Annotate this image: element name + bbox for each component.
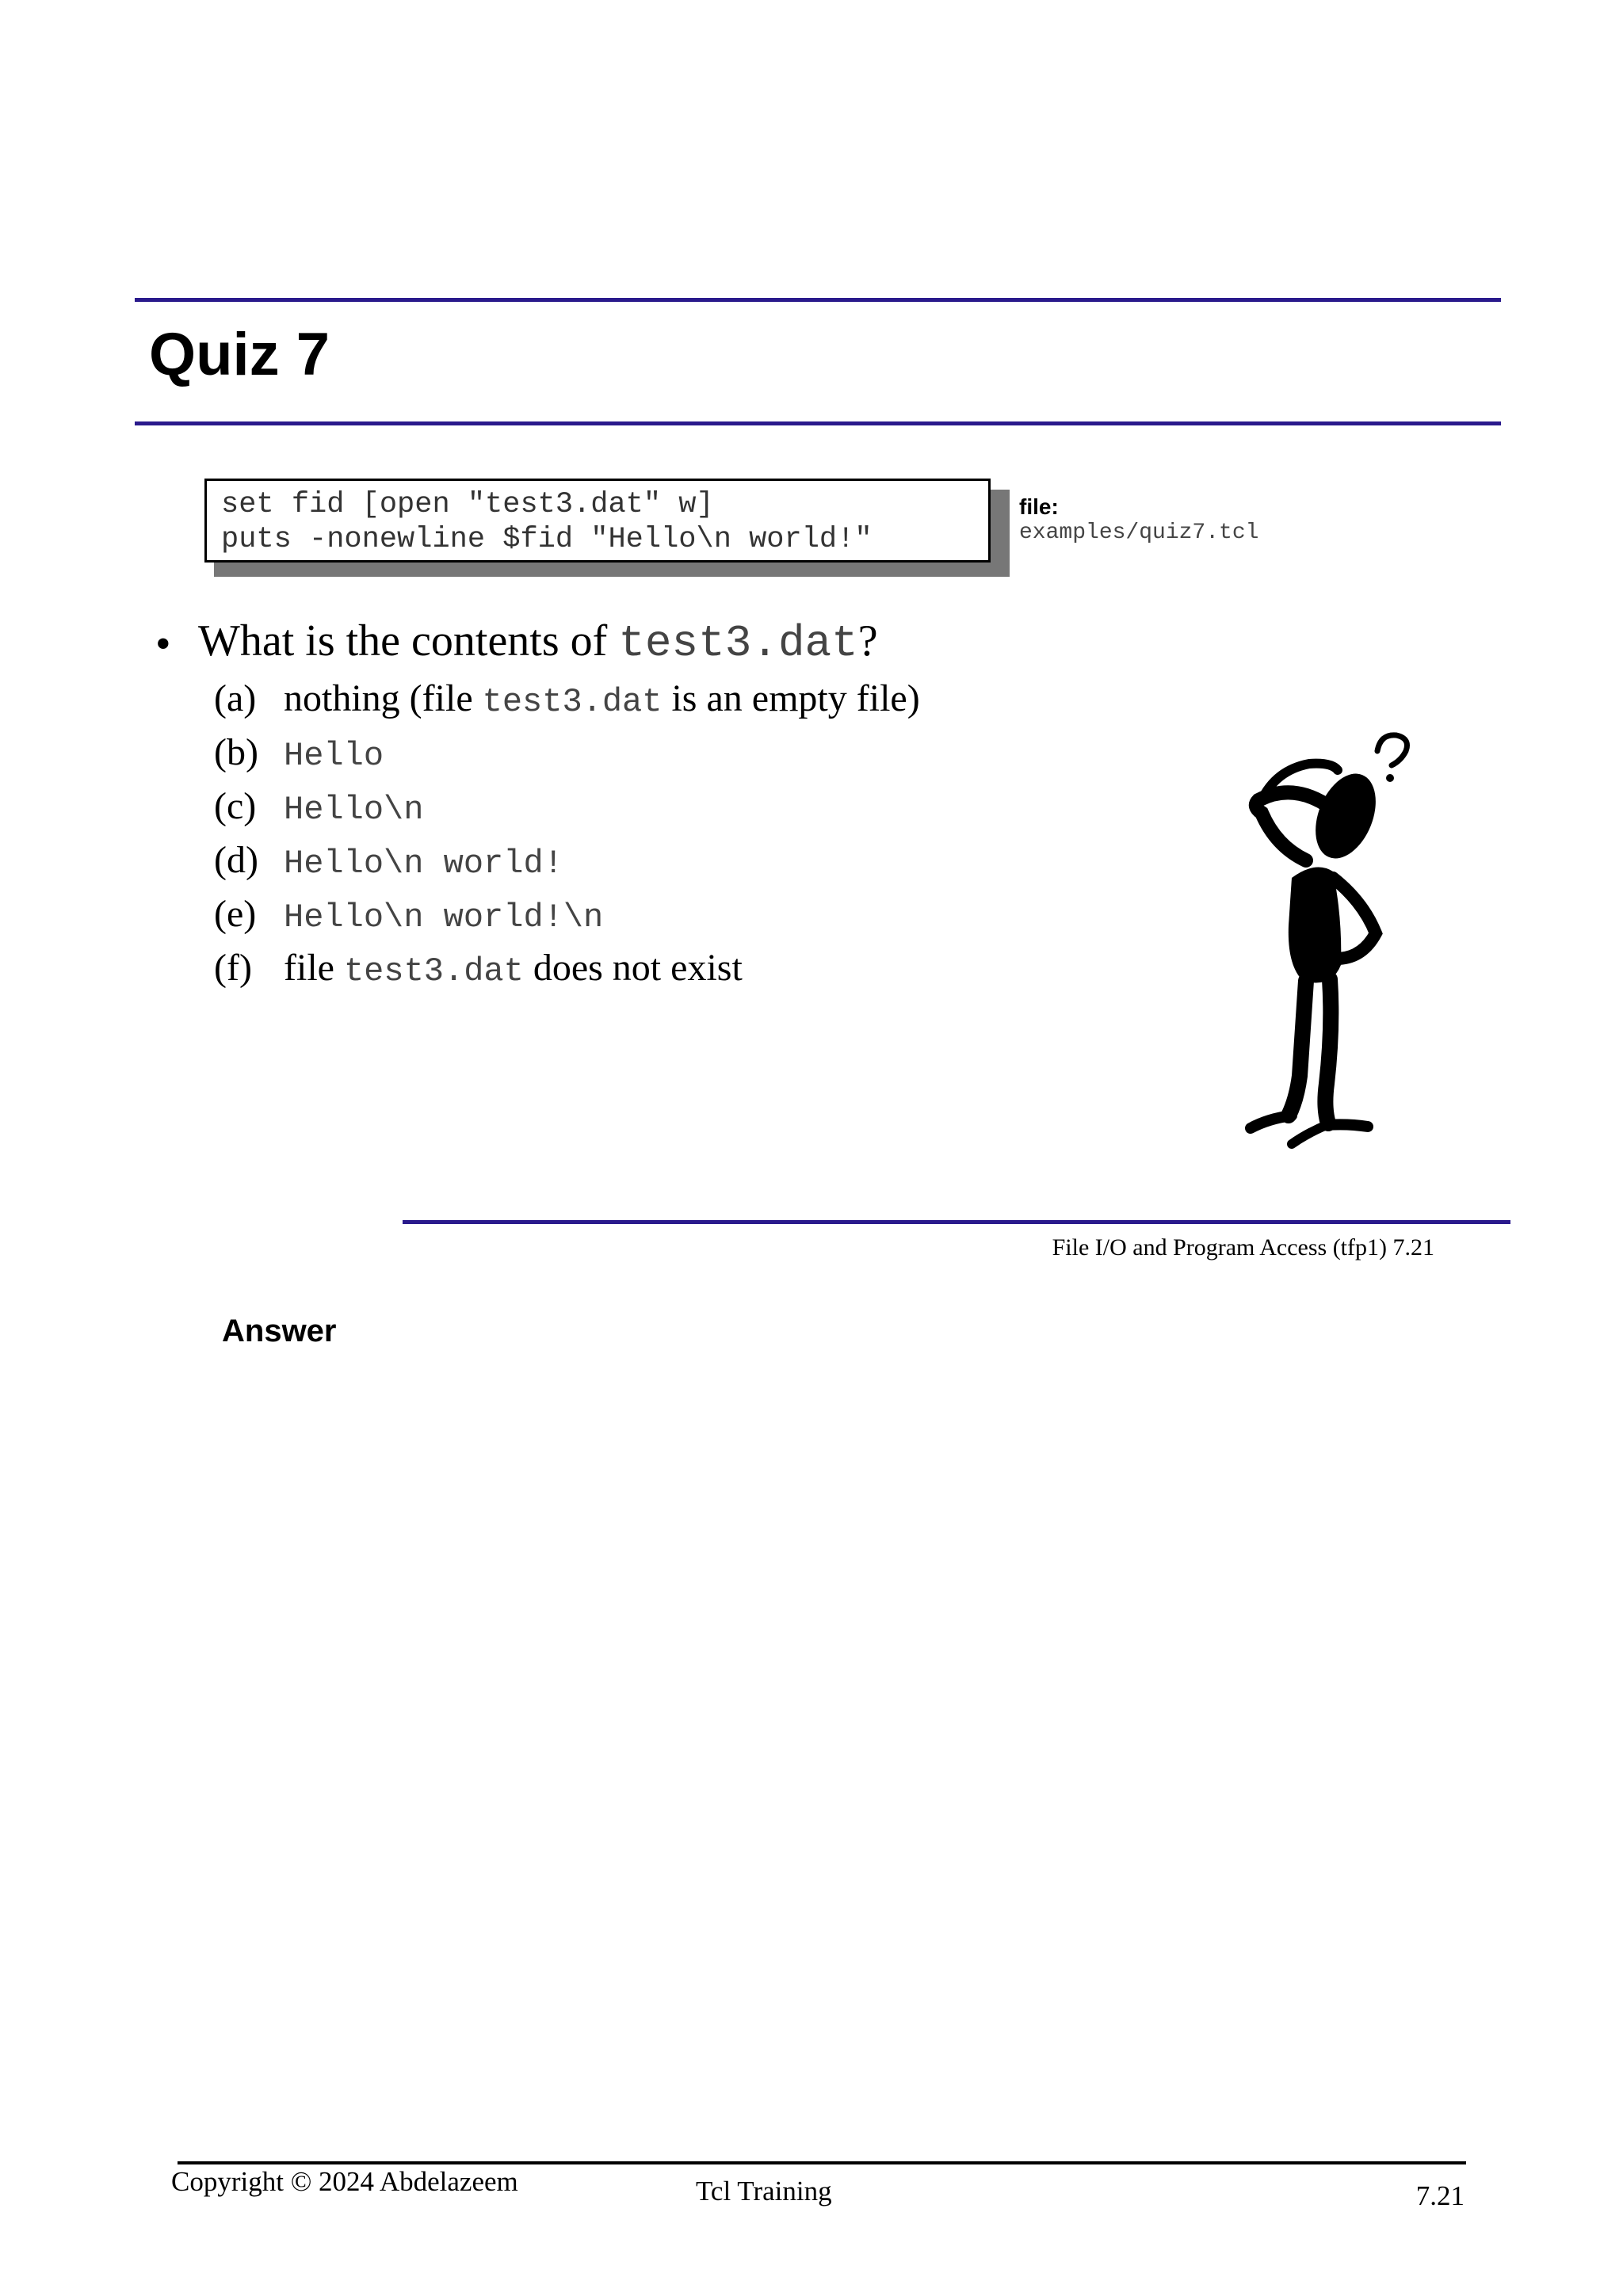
file-label: file: [1019, 494, 1059, 519]
thinking-person-icon [1244, 727, 1434, 1155]
option-pre: file [284, 947, 344, 989]
option-letter: (d) [214, 839, 258, 881]
title-top-rule [135, 298, 1501, 302]
question-prefix: What is the contents of [198, 616, 619, 666]
option-text [284, 887, 603, 944]
option-text [284, 726, 384, 783]
question-suffix: ? [857, 616, 878, 666]
footer-course: Tcl Training [696, 2176, 832, 2206]
title-bottom-rule [135, 421, 1501, 425]
option-pre: nothing (file [284, 677, 483, 719]
option-text [284, 941, 743, 998]
option-letter: (c) [214, 785, 257, 827]
option-post: is an empty file) [662, 677, 920, 719]
code-box [204, 479, 991, 563]
footer-copyright: Copyright © 2024 Abdelazeem [171, 2166, 518, 2197]
option-code: test3.dat [482, 683, 663, 721]
option-text [284, 833, 563, 891]
page-title: Quiz 7 [149, 321, 330, 388]
option-post: does not exist [523, 947, 743, 989]
question-text [198, 613, 878, 671]
answer-heading: Answer [222, 1314, 337, 1348]
footer-page-number: 7.21 [1415, 2180, 1465, 2211]
option-letter: (e) [214, 893, 257, 935]
code-line: puts -nonewline $fid "Hello\n world!" [221, 523, 873, 556]
option-letter: (b) [214, 731, 258, 773]
option-code: Hello\n world! [284, 845, 563, 883]
option-text [284, 780, 423, 837]
option-code: test3.dat [343, 952, 524, 990]
question-code: test3.dat [618, 618, 858, 669]
option-code: Hello [284, 737, 384, 775]
option-letter: (a) [214, 677, 257, 719]
option-letter: (f) [214, 947, 252, 989]
bullet-icon: • [155, 620, 171, 669]
mid-footer-rule [403, 1220, 1510, 1224]
option-text [284, 672, 920, 729]
file-path: examples/quiz7.tcl [1019, 521, 1259, 545]
option-code: Hello\n [284, 791, 424, 829]
option-code: Hello\n world!\n [284, 898, 604, 936]
code-line: set fid [open "test3.dat" w] [221, 488, 714, 521]
mid-footer-text: File I/O and Program Access (tfp1) 7.21 [1052, 1234, 1434, 1261]
footer-rule [178, 2161, 1466, 2164]
